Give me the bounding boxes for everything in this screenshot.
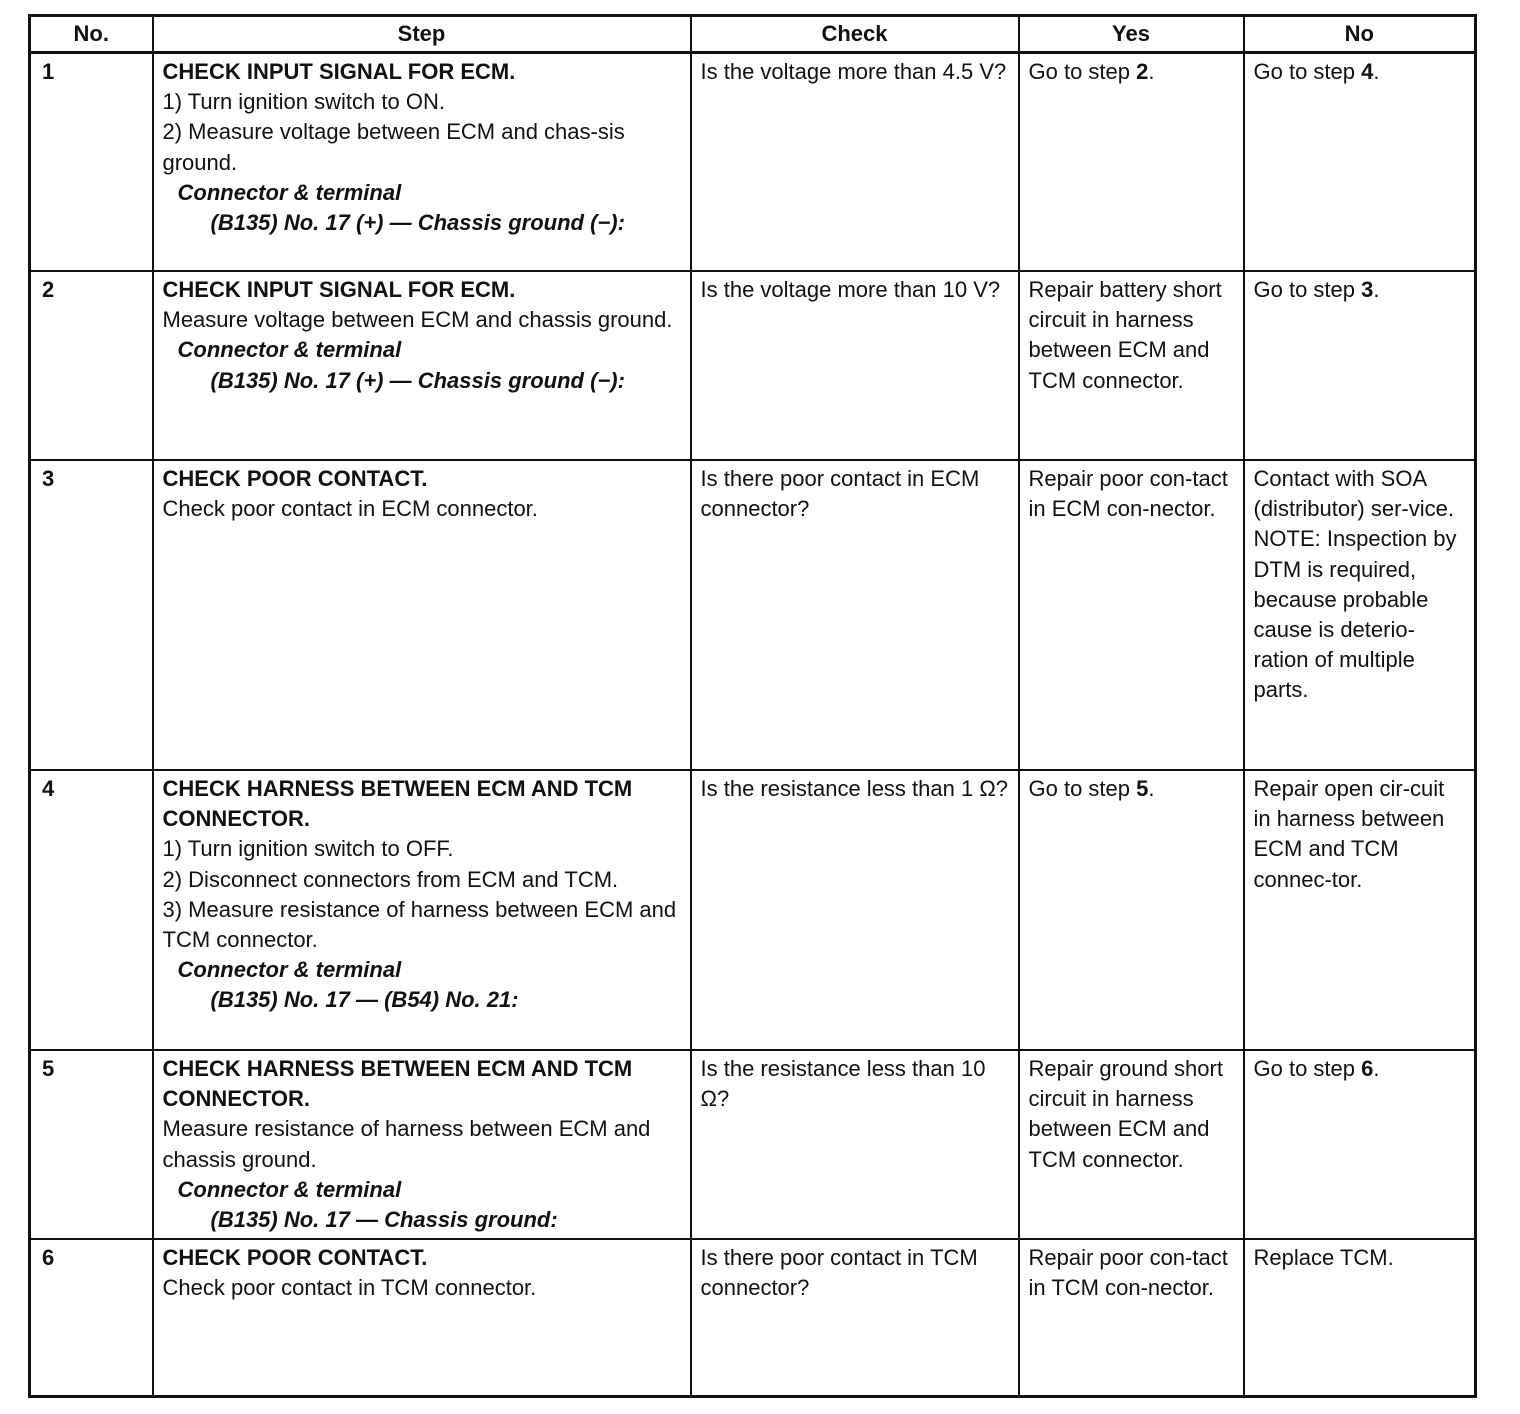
header-step: Step [153,16,691,53]
step-cell [153,1050,691,1239]
connector-terminal: (B135) No. 17 — (B54) No. 21: [210,987,519,1013]
check-cell: Is the voltage more than 10 V? [691,271,1019,460]
yes-cell [1019,271,1244,460]
step-title: CHECK POOR CONTACT. [162,1245,428,1270]
yes-suffix: . [1148,776,1155,801]
step-instruction: Check poor contact in ECM connector. [162,496,538,522]
no-result-cell [1244,1239,1476,1397]
step-title: CHECK HARNESS BETWEEN ECM AND TCM CONNECTOR. [162,1056,633,1112]
yes-cell [1019,53,1244,272]
step-instruction: 2) Disconnect connectors from ECM and TCM. [162,866,619,892]
step-cell [153,770,691,1050]
check-cell: Is the resistance less than 10 Ω? [691,1050,1019,1239]
no-result-cell [1244,53,1476,272]
step-instruction: 2) Measure voltage between ECM and chas-sis ground. [162,119,625,175]
yes-text: Repair ground short circuit in harness between ECM and TCM connector. [1028,1056,1223,1172]
no-text: Go to step [1253,1056,1362,1081]
no-text: Go to step [1253,59,1362,84]
header-no: No. [30,16,153,53]
no-suffix: . [1373,1056,1380,1081]
step-number-cell: 4 [30,770,153,1050]
yes-text: Go to step [1028,776,1137,801]
check-cell: Is the voltage more than 4.5 V? [691,53,1019,272]
no-text: Contact with SOA (distributor) ser-vice. NOTE: Inspection by DTM is required, because probable cause is deterio-ration of multiple parts. [1253,466,1457,703]
step-instruction: 1) Turn ignition switch to OFF. [162,836,454,862]
no-result-cell [1244,271,1476,460]
step-cell [153,53,691,272]
header-no-result: No [1244,16,1476,53]
yes-suffix: . [1148,59,1155,84]
yes-step-ref: 5 [1136,776,1149,801]
yes-cell [1019,460,1244,770]
yes-text: Go to step [1028,59,1137,84]
no-suffix: . [1373,59,1380,84]
check-cell: Is there poor contact in ECM connector? [691,460,1019,770]
step-instruction: 3) Measure resistance of harness between ECM and TCM connector. [162,896,677,953]
yes-text: Repair poor con-tact in TCM con-nector. [1028,1245,1228,1301]
connector-label: Connector & terminal [177,1176,402,1202]
no-step-ref: 6 [1361,1056,1374,1081]
table-row [30,460,1476,770]
step-instruction: Measure resistance of harness between ECM and chassis ground. [162,1116,651,1172]
header-yes: Yes [1019,16,1244,53]
yes-cell [1019,1239,1244,1397]
yes-text: Repair poor con-tact in ECM con-nector. [1028,466,1228,522]
yes-text: Repair battery short circuit in harness between ECM and TCM connector. [1028,277,1222,393]
step-title: CHECK HARNESS BETWEEN ECM AND TCM CONNECTOR. [162,776,633,832]
no-result-cell [1244,1050,1476,1239]
table-row [30,770,1476,1050]
no-text: Go to step [1253,277,1362,302]
step-number-cell: 5 [30,1050,153,1239]
yes-cell [1019,770,1244,1050]
header-row [30,16,1476,53]
header-check: Check [691,16,1019,53]
table-body [30,53,1476,1397]
step-cell [153,460,691,770]
yes-cell [1019,1050,1244,1239]
diagnostic-procedure-table [28,14,1477,1398]
connector-label: Connector & terminal [177,337,402,363]
step-number-cell: 3 [30,460,153,770]
connector-label: Connector & terminal [177,179,402,205]
yes-step-ref: 2 [1136,59,1149,84]
check-cell: Is there poor contact in TCM connector? [691,1239,1019,1397]
table-row [30,1239,1476,1397]
step-cell [153,1239,691,1397]
step-number-cell: 6 [30,1239,153,1397]
check-cell: Is the resistance less than 1 Ω? [691,770,1019,1050]
no-result-cell [1244,770,1476,1050]
table-row [30,1050,1476,1239]
connector-terminal: (B135) No. 17 — Chassis ground: [210,1207,558,1233]
step-number-cell: 1 [30,53,153,272]
connector-terminal: (B135) No. 17 (+) — Chassis ground (−): [210,367,625,393]
connector-terminal: (B135) No. 17 (+) — Chassis ground (−): [210,210,625,236]
step-title: CHECK POOR CONTACT. [162,466,428,491]
no-step-ref: 4 [1361,59,1374,84]
connector-label: Connector & terminal [177,957,402,983]
table-row [30,271,1476,460]
no-text: Replace TCM. [1253,1245,1394,1270]
no-result-cell [1244,460,1476,770]
no-suffix: . [1373,277,1380,302]
step-instruction: Check poor contact in TCM connector. [162,1275,537,1301]
step-title: CHECK INPUT SIGNAL FOR ECM. [162,277,516,302]
step-number-cell: 2 [30,271,153,460]
step-title: CHECK INPUT SIGNAL FOR ECM. [162,59,516,84]
step-instruction: Measure voltage between ECM and chassis ground. [162,307,673,333]
table-row [30,53,1476,272]
table-header [30,16,1476,53]
no-text: Repair open cir-cuit in harness between ECM and TCM connec-tor. [1253,776,1445,892]
no-step-ref: 3 [1361,277,1374,302]
step-instruction: 1) Turn ignition switch to ON. [162,89,445,115]
step-cell [153,271,691,460]
